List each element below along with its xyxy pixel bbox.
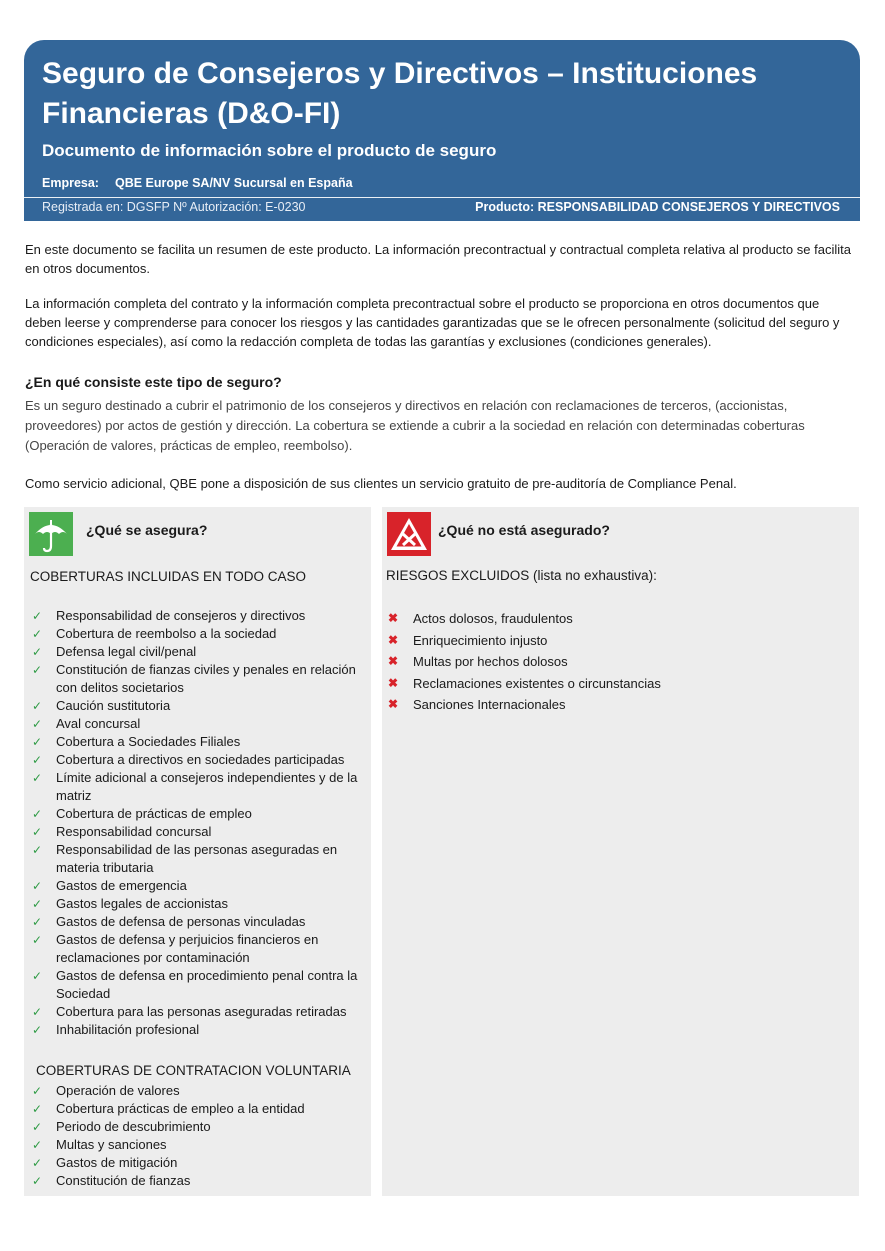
exclusion-item-text: Reclamaciones existentes o circunstancias [413, 675, 661, 691]
company-name: QBE Europe SA/NV Sucursal en España [114, 176, 353, 190]
checkmark-icon: ✓ [31, 717, 43, 731]
exclusion-item [386, 630, 846, 652]
coverage-item [30, 1021, 365, 1039]
coverage-item-text: Responsabilidad de consejeros y directivos [56, 608, 306, 623]
coverage-item [30, 661, 365, 697]
coverage-item-text: Gastos de defensa de personas vinculadas [56, 914, 306, 929]
exclusion-item [386, 608, 846, 630]
checkmark-icon: ✓ [31, 699, 43, 713]
warning-cross-icon [387, 512, 431, 556]
checkmark-icon: ✓ [31, 1138, 43, 1152]
coverage-item [30, 805, 365, 823]
checkmark-icon: ✓ [31, 627, 43, 641]
coverage-item [30, 913, 365, 931]
checkmark-icon: ✓ [31, 915, 43, 929]
exclusion-item-text: Sanciones Internacionales [413, 697, 566, 712]
intro-paragraph-2: La información completa del contrato y la información completa precontractual sobre el producto se proporciona en otros documentos que deben leerse y comprenderse para conocer los riesgos y las cantidades garantizadas que se le ofrecen personalmente (solicitud del seguro y condiciones especiales), así como la redacción completa de todas las garantías y exclusiones (condiciones generales). [25, 296, 840, 349]
voluntary-coverage-item-text: Cobertura prácticas de empleo a la entidad [56, 1101, 305, 1116]
coverage-item [30, 967, 365, 1003]
included-coverages-heading: COBERTURAS INCLUIDAS EN TODO CASO [30, 569, 307, 584]
coverage-item [30, 841, 365, 877]
product-info: Producto: RESPONSABILIDAD CONSEJEROS Y DIRECTIVOS [475, 200, 840, 214]
checkmark-icon: ✓ [31, 663, 43, 677]
checkmark-icon: ✓ [31, 735, 43, 749]
coverage-item [30, 751, 365, 769]
coverage-item [30, 1003, 365, 1021]
voluntary-coverages-list [30, 1082, 365, 1190]
checkmark-icon: ✓ [31, 645, 43, 659]
coverage-item [30, 931, 365, 967]
coverage-item-text: Cobertura para las personas aseguradas retiradas [56, 1004, 347, 1019]
covered-panel [24, 507, 371, 1196]
checkmark-icon: ✓ [31, 969, 43, 983]
checkmark-icon: ✓ [31, 1023, 43, 1037]
voluntary-coverage-item-text: Periodo de descubrimiento [56, 1119, 211, 1134]
intro-paragraph-1: En este documento se facilita un resumen de este producto. La información precontractual y contractual completa relativa al producto se facilita en otros documentos. [25, 242, 851, 276]
cross-icon: ✖ [387, 675, 399, 690]
document-title: Seguro de Consejeros y Directivos – Instituciones Financieras (D&O-FI) [42, 57, 758, 130]
checkmark-icon: ✓ [31, 1102, 43, 1116]
included-coverages-list [30, 607, 365, 1039]
coverage-item [30, 733, 365, 751]
coverage-item [30, 625, 365, 643]
registration-info: Registrada en: DGSFP Nº Autorización: E-0230 [42, 200, 306, 214]
document-header [24, 40, 860, 221]
voluntary-coverages-heading: COBERTURAS DE CONTRATACION VOLUNTARIA [36, 1063, 351, 1078]
exclusion-item [386, 694, 846, 716]
covered-panel-title: ¿Qué se asegura? [86, 522, 208, 538]
coverage-item [30, 877, 365, 895]
coverage-item-text: Constitución de fianzas civiles y penales en relación con delitos societarios [56, 662, 356, 695]
coverage-item-text: Gastos de defensa y perjuicios financieros en reclamaciones por contaminación [56, 932, 319, 965]
excluded-risks-list [386, 608, 846, 716]
insurance-type-description: Es un seguro destinado a cubrir el patrimonio de los consejeros y directivos en relación con reclamaciones de terceros, (accionistas, proveedores) por actos de gestión y dirección. La cobertura se extiende a cubrir a la sociedad en relación con determinadas coberturas (Operación de valores, prácticas de empleo, reembolso). [25, 398, 805, 453]
coverage-item-text: Cobertura a Sociedades Filiales [56, 734, 241, 749]
checkmark-icon: ✓ [31, 753, 43, 767]
coverage-item-text: Responsabilidad de las personas aseguradas en materia tributaria [56, 842, 338, 875]
exclusion-item [386, 673, 846, 695]
coverage-item [30, 643, 365, 661]
coverage-item-text: Gastos de defensa en procedimiento penal contra la Sociedad [56, 968, 358, 1001]
coverage-item-text: Gastos de emergencia [56, 878, 187, 893]
checkmark-icon: ✓ [31, 843, 43, 857]
exclusion-item-text: Multas por hechos dolosos [413, 654, 568, 669]
not-covered-panel-title: ¿Qué no está asegurado? [438, 522, 610, 538]
voluntary-coverage-item-text: Gastos de mitigación [56, 1155, 178, 1170]
cross-icon: ✖ [387, 632, 399, 647]
coverage-item-text: Caución sustitutoria [56, 698, 171, 713]
coverage-item-text: Cobertura de reembolso a la sociedad [56, 626, 277, 641]
voluntary-coverage-item [30, 1082, 365, 1100]
checkmark-icon: ✓ [31, 609, 43, 623]
checkmark-icon: ✓ [31, 897, 43, 911]
cross-icon: ✖ [387, 654, 399, 668]
voluntary-coverage-item-text: Operación de valores [56, 1083, 180, 1098]
coverage-item [30, 895, 365, 913]
coverage-item [30, 823, 365, 841]
insurance-type-heading: ¿En qué consiste este tipo de seguro? [25, 374, 282, 390]
company-label: Empresa: [42, 176, 99, 190]
coverage-item-text: Defensa legal civil/penal [56, 644, 197, 659]
voluntary-coverage-item-text: Multas y sanciones [56, 1137, 167, 1152]
coverage-item-text: Cobertura a directivos en sociedades participadas [56, 752, 345, 767]
exclusion-item-text: Actos dolosos, fraudulentos [413, 611, 573, 626]
voluntary-coverage-item-text: Constitución de fianzas [56, 1173, 191, 1188]
coverage-item-text: Cobertura de prácticas de empleo [56, 806, 252, 821]
exclusion-item-text: Enriquecimiento injusto [413, 632, 548, 648]
voluntary-coverage-item [30, 1154, 365, 1172]
coverage-item [30, 697, 365, 715]
checkmark-icon: ✓ [31, 1174, 43, 1188]
checkmark-icon: ✓ [31, 879, 43, 893]
exclusion-item [386, 651, 846, 673]
voluntary-coverage-item [30, 1118, 365, 1136]
checkmark-icon: ✓ [31, 933, 43, 947]
voluntary-coverage-item [30, 1136, 365, 1154]
checkmark-icon: ✓ [31, 1156, 43, 1170]
checkmark-icon: ✓ [31, 771, 43, 785]
coverage-item [30, 607, 365, 625]
not-covered-panel [382, 507, 859, 1196]
cross-icon: ✖ [387, 611, 399, 625]
checkmark-icon: ✓ [31, 1120, 43, 1134]
cross-icon: ✖ [387, 697, 399, 711]
document-subtitle: Documento de información sobre el producto de seguro [42, 141, 497, 160]
checkmark-icon: ✓ [31, 1084, 43, 1098]
coverage-item [30, 769, 365, 805]
checkmark-icon: ✓ [31, 1005, 43, 1019]
coverage-item-text: Límite adicional a consejeros independientes y de la matriz [56, 770, 358, 803]
coverage-item-text: Responsabilidad concursal [56, 824, 212, 839]
coverage-item-text: Gastos legales de accionistas [56, 896, 228, 911]
voluntary-coverage-item [30, 1172, 365, 1190]
company-line [42, 174, 353, 192]
checkmark-icon: ✓ [31, 825, 43, 839]
excluded-risks-heading: RIESGOS EXCLUIDOS (lista no exhaustiva): [386, 568, 657, 583]
coverage-item-text: Inhabilitación profesional [56, 1022, 200, 1037]
coverage-item [30, 715, 365, 733]
umbrella-icon [29, 512, 73, 556]
voluntary-coverage-item [30, 1100, 365, 1118]
checkmark-icon: ✓ [31, 807, 43, 821]
coverage-item-text: Aval concursal [56, 716, 141, 731]
additional-service-paragraph: Como servicio adicional, QBE pone a disposición de sus clientes un servicio gratuito de pre-auditoría de Compliance Penal. [25, 476, 737, 491]
